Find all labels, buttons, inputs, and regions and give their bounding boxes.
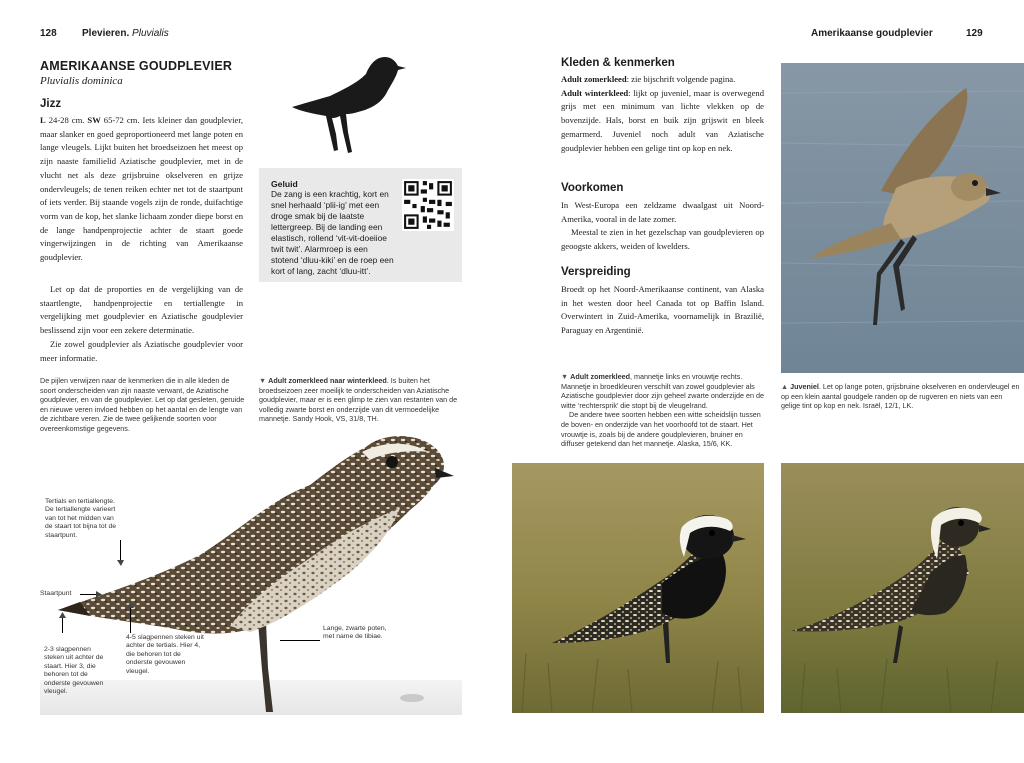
adult-zomer-label: Adult zomerkleed — [561, 74, 627, 84]
jizz-text — [40, 114, 243, 265]
verspreiding-heading: Verspreiding — [561, 266, 631, 278]
geluid-text: De zang is een krachtig, kort en snel herhaald ‘plii-ig’ met een droge smak bij de laatste lettergreep. Bij de landing een elastisch, rollend ‘vit-vit-doeiioe twit twit’. Alarmroep is een stotend ‘dluu-kiki’ en de roep een kort of lang, zacht ‘dluu-itt’. — [271, 189, 394, 276]
adult-zomer-text: : zie bijschrift volgende pagina. — [626, 74, 736, 84]
bird-silhouette-icon — [290, 52, 408, 160]
adult-caption-bold: Adult zomerkleed — [570, 372, 631, 381]
jizz-heading: Jizz — [40, 98, 62, 110]
adult-zomer-paragraph — [561, 73, 764, 87]
triangle-up-icon: ▲ — [781, 382, 791, 391]
main-photo-caption — [259, 376, 462, 424]
jizz-paragraph-3: Zie zowel goudplevier als Aziatische goudplevier voor meer informatie. — [40, 338, 243, 363]
main-caption-bold: Adult zomerkleed naar winterkleed — [268, 376, 387, 385]
triangle-down-icon: ▼ — [561, 372, 571, 381]
annotation-tertials: Tertials en tertiallengte. De tertiallengte varieert van tot het midden van de staart tot bijna tot de staartpunt. — [45, 498, 117, 539]
geluid-box — [259, 168, 462, 282]
adult-female-image — [781, 463, 1024, 713]
jizz-length-label: L — [40, 115, 46, 125]
adult-caption-paragraph-2: De andere twee soorten hebben een witte scheidslijn tussen de boven- en onderzijde van het voorhoofd tot de staart. Het vrouwtje is, zoals bij de andere goudplevieren, bruiner en diffuser getekend dan het mannetje. Alaska, 15/6, KK. — [561, 410, 761, 449]
adult-male-photo — [512, 463, 764, 713]
species-latin: Pluvialis dominica — [40, 75, 123, 87]
left-running-title-latin: Pluvialis — [132, 28, 169, 39]
annotation-staartpunt: Staartpunt — [40, 590, 72, 597]
voorkomen-heading: Voorkomen — [561, 182, 624, 194]
arrows-caption: De pijlen verwijzen naar de kenmerken die in alle kleden de soort onderscheiden van zijn naaste verwant, de Aziatische goudplevier, en van de goudplevier. Let op dat gesleten, geruide en nieuwe veren invloed hebben op het aantal en de lengte van de zichtbare veren. Zie de twee gelijkende soorten voor overeenkomstige gegevens. — [40, 376, 245, 433]
species-name: AMERIKAANSE GOUDPLEVIER — [40, 59, 233, 73]
adult-male-image — [512, 463, 764, 713]
juvenile-caption-text: . Let op lange poten, grijsbruine okselveren en ondervleugel en op een klein aantal goudgele randen op de rugveren en niets van een gelige tint op kop en nek. Israël, 12/1, LK. — [781, 382, 1020, 411]
annotation-slagpennen-2-3: 2-3 slagpennen steken uit achter de staart. Hier 3, die behoren tot de onderste gevouwen vleugel. — [44, 646, 104, 696]
right-page-number: 129 — [966, 28, 983, 39]
jizz-wingspan-label: SW — [87, 115, 101, 125]
voorkomen-text — [561, 199, 764, 254]
right-running-title: Amerikaanse goudplevier — [811, 28, 933, 39]
juvenile-caption — [781, 382, 1021, 411]
adult-female-photo — [781, 463, 1024, 713]
voorkomen-paragraph-1: In West-Europa een zeldzame dwaalgast uit Noord-Amerika, vooral in de late zomer. — [561, 200, 764, 224]
annotation-poten: Lange, zwarte poten, met name de tibiae. — [323, 625, 387, 641]
left-running-title-text: Plevieren. — [82, 28, 130, 39]
verspreiding-paragraph-1: Broedt op het Noord-Amerikaanse continent, van Alaska in het westen door heel Canada tot op Baffin Island. Overwintert in Zuid-Amerika, voornamelijk in Brazilië, Paraguay en Argentinië. — [561, 284, 764, 336]
geluid-title: Geluid — [271, 179, 298, 189]
kleden-text — [561, 73, 764, 155]
jizz-length-value: 24-28 cm. — [45, 115, 88, 125]
jizz-text-2 — [40, 283, 243, 365]
main-caption-text: . Is buiten het broedseizoen zeer moeilijk te onderscheiden van Aziatische goudplevier, maar er is een glimp te zien van restanten van de volledig zwarte borst en onderzijde van dit vermoedelijke mannetje. Sandy Hook, VS, 31/8, TH. — [259, 376, 458, 424]
left-running-title — [82, 28, 169, 39]
adult-winter-text: : lijkt op juveniel, maar is overwegend grijs met een minimum van lichte vlekken op de bovenzijde. Hals, borst en buik zijn grijswit en bleek gemarmerd. Juveniel noch adult van Aziatische goudplevier hebben een gelige tint op kop en nek. — [561, 87, 764, 153]
verspreiding-text — [561, 283, 764, 338]
juvenile-caption-bold: Juveniel — [790, 382, 819, 391]
jizz-paragraph-1-text: 65-72 cm. Iets kleiner dan goudplevier, maar slanker en goed geproportioneerd met lange poten en lange vleugels. Lijkt buiten het broedseizoen het meest op zijn naaste familielid Aziatische goudplevier, met in de vlucht net als deze grijsbruine okselveren en grijze ondervleugels; de tenen reiken echter net tot de staartpunt of iets verder. Bij staande vogels zijn de ronde, duifachtige vorm van de kop, het slanke lichaam zonder diepe borst en de lange handpenprojectie achter de staart goede vingerwijzingen in de richting van Amerikaanse goudplevier. — [40, 115, 243, 263]
voorkomen-paragraph-2: Meestal te zien in het gezelschap van goudplevieren op geoogste akkers, weiden of kwelders. — [561, 227, 764, 252]
annotation-slagpennen-4-5: 4-5 slagpennen steken uit achter de tertials. Hier 4, die behoren tot de onderste gevouwen vleugel. — [126, 634, 204, 675]
adult-pair-caption — [561, 372, 766, 449]
adult-winter-paragraph — [561, 87, 764, 156]
jizz-paragraph-2: Let op dat de proporties en de vergelijking van de staartlengte, handpenprojectie en tertiallengte in vergelijking met goudplevier en Aziatische goudplevier beslissend zijn voor een zekere determinatie. — [40, 284, 243, 336]
kleden-heading: Kleden & kenmerken — [561, 57, 675, 69]
jizz-paragraph-1 — [40, 114, 243, 265]
juvenile-flight-image — [781, 63, 1024, 373]
left-page-number: 128 — [40, 28, 57, 39]
adult-caption-text: , mannetje links en vrouwtje rechts. Mannetje in broedkleuren verschilt van zowel goudplevier als Aziatische goudplevier door zijn geheel zwarte onderzijde en de witte ‘rechtersprik’ die stopt bij de vleugelrand. — [561, 372, 764, 410]
triangle-down-icon: ▼ — [259, 376, 269, 385]
qr-code-icon[interactable] — [402, 179, 454, 231]
adult-winter-label: Adult winterkleed — [561, 87, 629, 98]
juvenile-flight-photo — [781, 63, 1024, 373]
